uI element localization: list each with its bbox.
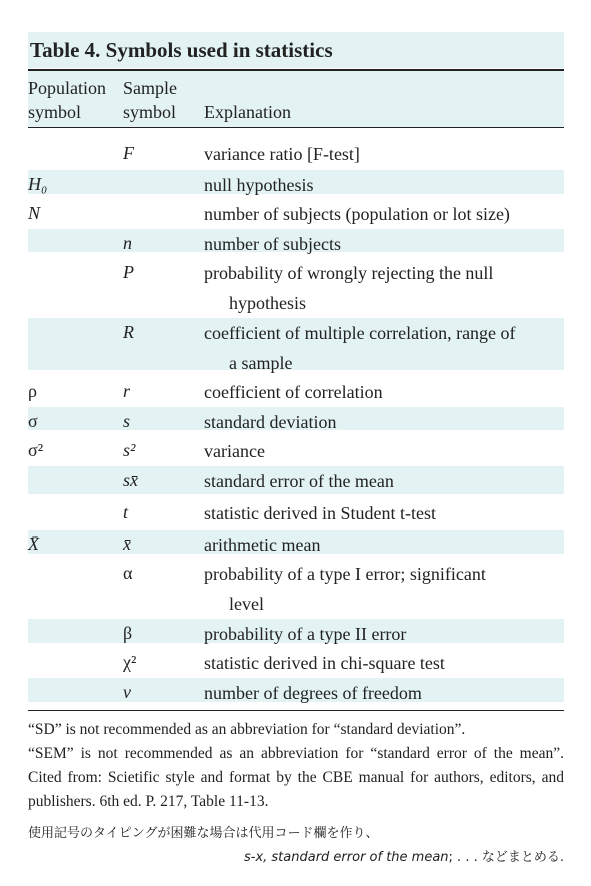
table-row: [28, 170, 564, 194]
explanation-line: probability of a type I error; significant: [204, 564, 486, 584]
population-symbol: σ: [28, 411, 38, 431]
sample-symbol: x̄: [123, 534, 131, 554]
explanation-line: probability of wrongly rejecting the null: [204, 263, 494, 283]
table-row: [28, 498, 564, 526]
explanation: [204, 466, 394, 496]
sample-symbol: α: [123, 563, 133, 583]
sample-symbol: s: [123, 411, 131, 431]
table-row: [28, 436, 564, 464]
explanation: [204, 139, 360, 169]
explanation-continuation: a sample: [229, 353, 293, 373]
jp-note-line2: [28, 846, 564, 870]
explanation: [204, 619, 406, 649]
explanation: [204, 318, 516, 378]
population-symbol: σ²: [28, 440, 44, 460]
explanation: [204, 498, 436, 528]
header-band: [28, 71, 564, 127]
sample-symbol: r: [123, 381, 131, 401]
sample-symbol: R: [123, 322, 134, 342]
table-title: Table 4. Symbols used in statistics: [30, 38, 333, 62]
population-symbol: X̄: [28, 534, 39, 554]
header-sample: [123, 76, 177, 124]
footnote-sem: “SEM” is not recommended as an abbreviation for “standard error of the mean”. Cited from: Scietific style and format by the CBE manual for authors, editors, and publishers. 6th ed. P. 217, Table 11-13.: [28, 745, 564, 810]
explanation-line: standard deviation: [204, 412, 337, 432]
header-sample-line2: symbol: [123, 102, 177, 122]
header-sample-line1: Sample: [123, 78, 177, 98]
explanation-line: variance ratio [F-test]: [204, 144, 360, 164]
header-explanation: Explanation: [204, 102, 291, 122]
explanation: [204, 407, 336, 437]
sample-symbol: ν: [123, 682, 131, 702]
explanation-continuation: level: [229, 594, 264, 614]
population-symbol: ρ: [28, 381, 37, 401]
explanation: [204, 377, 383, 407]
explanation-line: coefficient of correlation: [204, 382, 383, 402]
explanation-line: statistic derived in chi-square test: [204, 653, 445, 673]
sample-symbol: sx̄: [123, 470, 138, 490]
sample-symbol: n: [123, 233, 132, 253]
sample-symbol: χ²: [123, 652, 137, 672]
explanation-line: coefficient of multiple correlation, range of: [204, 323, 516, 343]
header-rule: [28, 127, 564, 128]
explanation-line: number of subjects (population or lot size): [204, 204, 510, 224]
explanation: [204, 436, 265, 466]
population-symbol: H₀: [28, 174, 48, 194]
explanation-line: number of subjects: [204, 234, 341, 254]
table-row: [28, 318, 564, 373]
explanation-line: null hypothesis: [204, 175, 314, 195]
jp-note-example: s-x, standard error of the mean: [243, 850, 449, 865]
explanation-line: statistic derived in Student t-test: [204, 503, 436, 523]
header-population: [28, 76, 106, 124]
explanation: [204, 678, 422, 708]
header-population-line1: Population: [28, 78, 107, 98]
table-row: [28, 407, 564, 430]
table-row: [28, 466, 564, 494]
table-row: [28, 648, 564, 676]
sample-symbol: F: [123, 143, 134, 163]
jp-note-line1: 使用記号のタイピングが困難な場合は代用コード欄を作り、: [28, 826, 379, 841]
explanation-line: variance: [204, 441, 265, 461]
explanation: [204, 530, 320, 560]
table-row: [28, 258, 564, 318]
explanation: [204, 170, 314, 200]
explanation: [204, 559, 486, 619]
sample-symbol: P: [123, 262, 134, 282]
sample-symbol: t: [123, 502, 129, 522]
explanation-continuation: hypothesis: [229, 293, 307, 313]
explanation-line: arithmetic mean: [204, 535, 321, 555]
explanation-line: probability of a type II error: [204, 624, 407, 644]
table-row: [28, 678, 564, 702]
footnote-sd: “SD” is not recommended as an abbreviation for “standard deviation”.: [28, 721, 466, 738]
table-row: [28, 559, 564, 619]
sample-symbol: s²: [123, 440, 136, 460]
explanation: [204, 258, 493, 318]
explanation: [204, 648, 445, 678]
explanation-line: number of degrees of freedom: [204, 683, 422, 703]
population-symbol: N: [28, 203, 41, 223]
footnotes: [28, 718, 564, 814]
japanese-note: [28, 822, 564, 870]
table-row: [28, 139, 564, 169]
explanation-line: standard error of the mean: [204, 471, 394, 491]
table-row: [28, 619, 564, 643]
bottom-rule: [28, 710, 564, 711]
header-population-line2: symbol: [28, 102, 82, 122]
jp-note-rest: ; . . . などまとめる.: [448, 850, 564, 865]
table-row: [28, 199, 564, 224]
table-row: [28, 229, 564, 252]
explanation: [204, 229, 341, 259]
table-row: [28, 530, 564, 554]
sample-symbol: β: [123, 623, 133, 643]
explanation: [204, 199, 510, 229]
table-row: [28, 377, 564, 403]
